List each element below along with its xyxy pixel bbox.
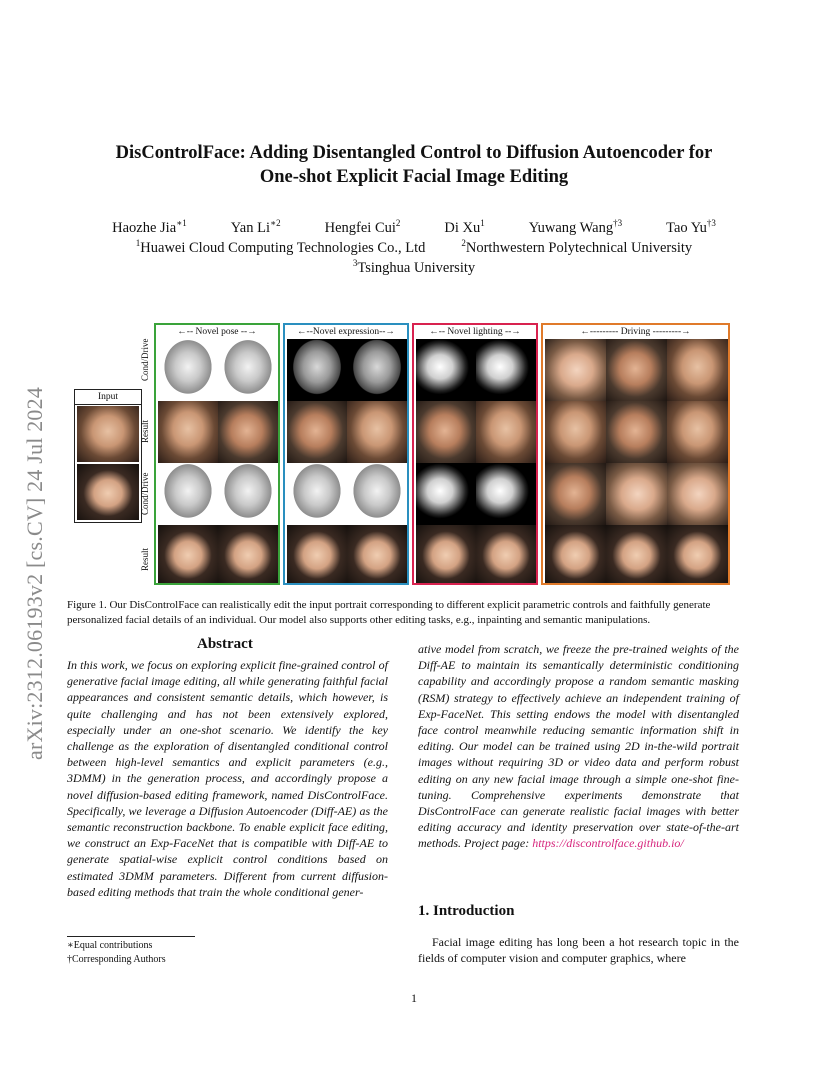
footnote-corresponding-authors: †Corresponding Authors — [67, 954, 166, 965]
driving-image — [606, 339, 667, 401]
author-names — [60, 218, 768, 238]
mesh-image — [347, 463, 407, 525]
section-heading-introduction: 1. Introduction — [418, 903, 515, 919]
abstract-right-column — [418, 641, 739, 852]
row-label-cond-1: Cond/Drive — [140, 338, 150, 381]
input-label: Input — [75, 390, 141, 405]
mesh-image — [287, 463, 347, 525]
group-driving — [541, 323, 730, 585]
result-image — [667, 525, 728, 583]
driving-image — [606, 463, 667, 525]
introduction-text: Facial image editing has long been a hot research topic in the fields of computer vision and computer graphics, where — [418, 935, 739, 966]
result-image — [545, 525, 606, 583]
mesh-image — [476, 339, 536, 401]
mesh-image — [416, 339, 476, 401]
mesh-image — [287, 339, 347, 401]
affiliation: $^2$Northwestern Polytechnical University — [461, 238, 693, 256]
teaser-figure — [74, 323, 734, 588]
result-image — [606, 401, 667, 463]
title-line-2: One-shot Explicit Facial Image Editing — [259, 167, 569, 187]
row-label-result-1: Result — [140, 419, 150, 443]
result-image — [667, 401, 728, 463]
result-image — [287, 525, 347, 583]
footnote-divider — [67, 936, 195, 937]
result-image — [347, 525, 407, 583]
author-block — [60, 218, 768, 278]
figure-caption: Figure 1. Our DisControlFace can realistically edit the input portrait corresponding to different explicit parametric controls and faithfully generate personalized facial details of an individual. Our model also supports other editing tasks, e.g., inpainting and semantic manipulations. — [67, 599, 711, 626]
mesh-image — [218, 463, 278, 525]
group-novel-expression — [283, 323, 409, 585]
result-image — [347, 401, 407, 463]
input-panel — [74, 389, 142, 523]
abstract-left-column: In this work, we focus on exploring explicit fine-grained control of generative facial image editing, all while generating faithful facial appearances and consistent semantic details, which however, is quite challenging and has not been extensively explored, especially under an one-shot scenario. We identify the key challenge as the exploration of disentangled conditional control between high-level semantics and explicit parameters (e.g., 3DMM) in the generation process, and accordingly propose a novel diffusion-based editing framework, named DisControlFace. Specifically, we leverage a Diffusion Autoencoder (Diff-AE) as the semantic reconstruction backbone. To enable explicit face editing, we construct an Exp-FaceNet that is compatible with Diff-AE to generate spatial-wise explicit control conditions based on estimated 3DMM parameters. Different from current diffusion-based editing methods that train the whole conditional gener- — [67, 658, 388, 899]
result-image — [287, 401, 347, 463]
mesh-image — [416, 463, 476, 525]
footnote-equal-contribution: ∗Equal contributions — [67, 940, 153, 951]
mesh-image — [158, 463, 218, 525]
author: Di Xu$^1$ — [444, 218, 485, 236]
author: Hengfei Cui$^2$ — [324, 218, 401, 236]
input-face-2 — [77, 464, 139, 520]
mesh-image — [476, 463, 536, 525]
paper-title — [60, 141, 768, 189]
result-image — [476, 401, 536, 463]
mesh-image — [218, 339, 278, 401]
project-page-link[interactable]: https://discontrolface.github.io/ — [532, 836, 684, 851]
author: Yan $Li^{∗2}$ — [230, 218, 281, 236]
result-image — [218, 401, 278, 463]
driving-image — [545, 339, 606, 401]
row-label-result-2: Result — [140, 547, 150, 571]
author: Yuwang Wang$^{\dagger 3}$ — [528, 218, 623, 236]
driving-image — [545, 463, 606, 525]
author: Tao Yu$^{\dagger 3}$ — [666, 218, 716, 236]
mesh-image — [158, 339, 218, 401]
result-image — [476, 525, 536, 583]
result-image — [606, 525, 667, 583]
group-novel-lighting — [412, 323, 538, 585]
arxiv-stamp: arXiv:2312.06193v2 [cs.CV] 24 Jul 2024 — [22, 386, 47, 760]
abstract-heading: Abstract — [197, 636, 253, 652]
result-image — [158, 401, 218, 463]
group-novel-pose — [154, 323, 280, 585]
group-label: ←--Novel expression--→ — [297, 327, 395, 337]
input-face-1 — [77, 406, 139, 462]
footnotes — [67, 939, 166, 967]
affiliation: $^1$Huawei Cloud Computing Technologies Co., Ltd — [135, 238, 426, 256]
result-image — [545, 401, 606, 463]
affiliation: $^3$Tsinghua University — [352, 258, 476, 276]
title-line-1: DisControlFace: Adding Disentangled Control to Diffusion Autoencoder for — [115, 143, 713, 163]
result-image — [416, 525, 476, 583]
page-number: 1 — [411, 991, 417, 1005]
group-label: ←-- Novel pose --→ — [177, 327, 257, 337]
author: Haozhe Jia$^{∗1}$ — [112, 218, 187, 236]
result-image — [416, 401, 476, 463]
driving-image — [667, 463, 728, 525]
row-label-cond-2: Cond/Drive — [140, 472, 150, 515]
abstract-right-text: ative model from scratch, we freeze the pre-trained weights of the Diff-AE to maintain its semantically deterministic conditioning capability and accordingly propose a random semantic masking (RSM) strategy to effectively achieve an independent training of Exp-FaceNet. This setting endows the model with disentangled face control meanwhile reducing semantic information shift in editing. Our model can be trained using 2D in-the-wild portrait images without requiring 3D or video data and perform robust editing on any new facial image through a simple one-shot fine-tuning. Comprehensive experiments demonstrate that DisControlFace can generate realistic facial images with better editing accuracy and identity preservation over state-of-the-art methods. Project page: — [418, 642, 739, 851]
result-image — [218, 525, 278, 583]
group-label: ←--------- Driving ---------→ — [580, 327, 691, 337]
result-image — [158, 525, 218, 583]
affiliations-row — [60, 238, 768, 258]
driving-image — [667, 339, 728, 401]
mesh-image — [347, 339, 407, 401]
group-label: ←-- Novel lighting --→ — [429, 327, 521, 337]
